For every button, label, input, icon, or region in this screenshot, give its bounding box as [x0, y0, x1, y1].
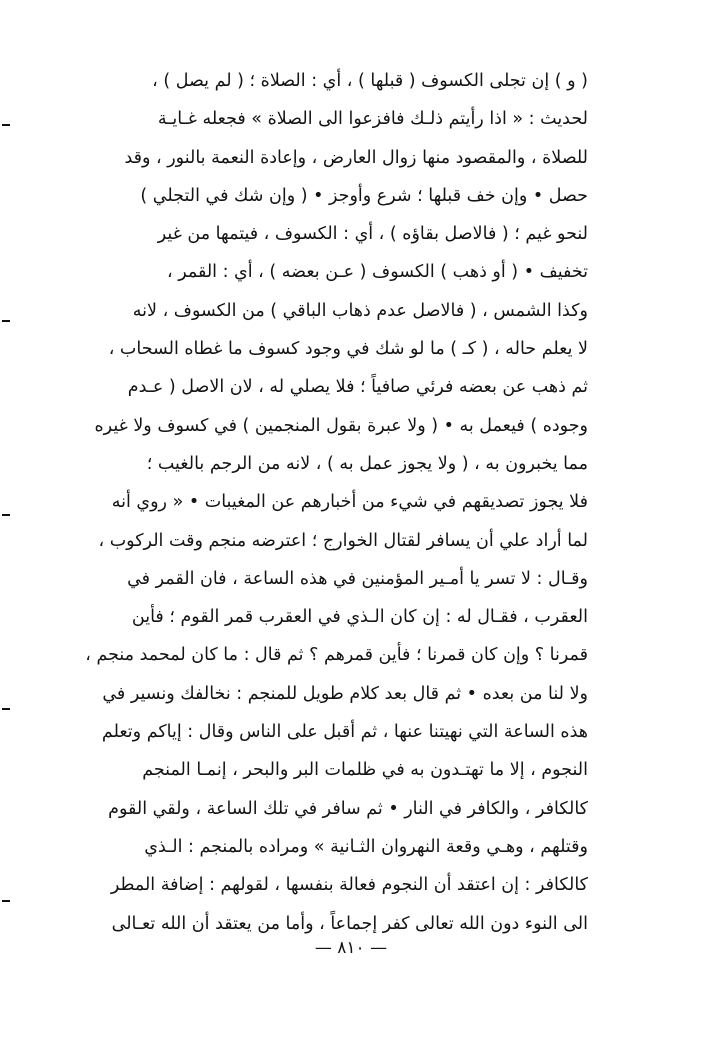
text-line: وكذا الشمس ، ( فالاصل عدم ذهاب الباقي ) من الكسوف ، لانه: [132, 300, 588, 321]
page-number: — ٨١٠ —: [314, 938, 388, 958]
margin-mark: [2, 320, 10, 322]
margin-mark: [2, 514, 10, 516]
text-line: لنحو غيم ؛ ( فالاصل بقاؤه ) ، أي : الكسوف ، فيتمها من غير: [157, 224, 588, 245]
text-line: للصلاة ، والمقصود منها زوال العارض ، وإعادة النعمة بالنور ، وقد: [124, 147, 588, 168]
text-line: وقتلهم ، وهـي وقعة النهروان الثـانية » ومراده بالمنجم : الـذي: [144, 836, 588, 857]
text-line: وقـال : لا تسر يا أمـير المؤمنين في هذه الساعة ، فان القمر في: [127, 568, 588, 589]
text-line: تخفيف • ( أو ذهب ) الكسوف ( عـن بعضه ) ، أي : القمر ،: [167, 262, 588, 283]
text-line: ولا لنا من بعده • ثم قال بعد كلام طويل للمنجم : نخالفك ونسير في: [102, 683, 588, 704]
text-line: ( و ) إن تجلى الكسوف ( قبلها ) ، أي : الصلاة ؛ ( لم يصل ) ،: [152, 71, 588, 91]
text-line: مما يخبرون به ، ( ولا يجوز عمل به ) ، لانه من الرجم بالغيب ؛: [146, 453, 588, 474]
text-line: لحديث : « اذا رأيتم ذلـك فافزعوا الى الصلاة » فجعله غـايـة: [157, 109, 588, 130]
text-line: لما أراد علي أن يسافر لقتال الخوارج ؛ اعترضه منجم وقت الركوب ،: [98, 530, 588, 551]
text-line: النجوم ، إلا ما تهتـدون به في ظلمات البر والبحر ، إنمـا المنجم: [142, 760, 588, 781]
text-line: ثم ذهب عن بعضه فرئي صافياً ؛ فلا يصلي له ، لان الاصل ( عـدم: [127, 377, 588, 398]
margin-mark: [2, 124, 10, 126]
text-line: فلا يجوز تصديقهم في شيء من أخبارهم عن المغيبات • « روي أنه: [111, 492, 588, 513]
text-line: كالكافر : إن اعتقد أن النجوم فعالة بنفسها ، لقولهم : إضافة المطر: [110, 875, 588, 896]
text-line: الى النوء دون الله تعالى كفر إجماعاً ، وأما من يعتقد أن الله تعـالى: [111, 913, 588, 934]
text-line: قمرنا ؟ وإن كان قمرنا ؛ فأين قمرهم ؟ ثم قال : ما كان لمحمد منجم ،: [85, 645, 588, 666]
body-text: [68, 62, 588, 943]
margin-mark: [2, 900, 10, 902]
text-line: حصل • وإن خف قبلها ؛ شرع وأوجز • ( وإن شك في التجلي ): [140, 185, 588, 206]
text-line: كالكافر ، والكافر في النار • ثم سافر في تلك الساعة ، ولقي القوم: [108, 798, 588, 819]
text-line: وجوده ) فيعمل به • ( ولا عبرة بقول المنجمين ) في كسوف ولا غيره: [94, 415, 588, 436]
margin-mark: [2, 708, 10, 710]
text-line: العقرب ، فقـال له : إن كان الـذي في العقرب قمر القوم ؛ فأين: [131, 607, 588, 628]
text-line: هذه الساعة التي نهيتنا عنها ، ثم أقبل على الناس وقال : إياكم وتعلم: [101, 722, 588, 743]
text-line: لا يعلم حاله ، ( كـ ) ما لو شك في وجود كسوف ما غطاه السحاب ،: [108, 339, 588, 360]
